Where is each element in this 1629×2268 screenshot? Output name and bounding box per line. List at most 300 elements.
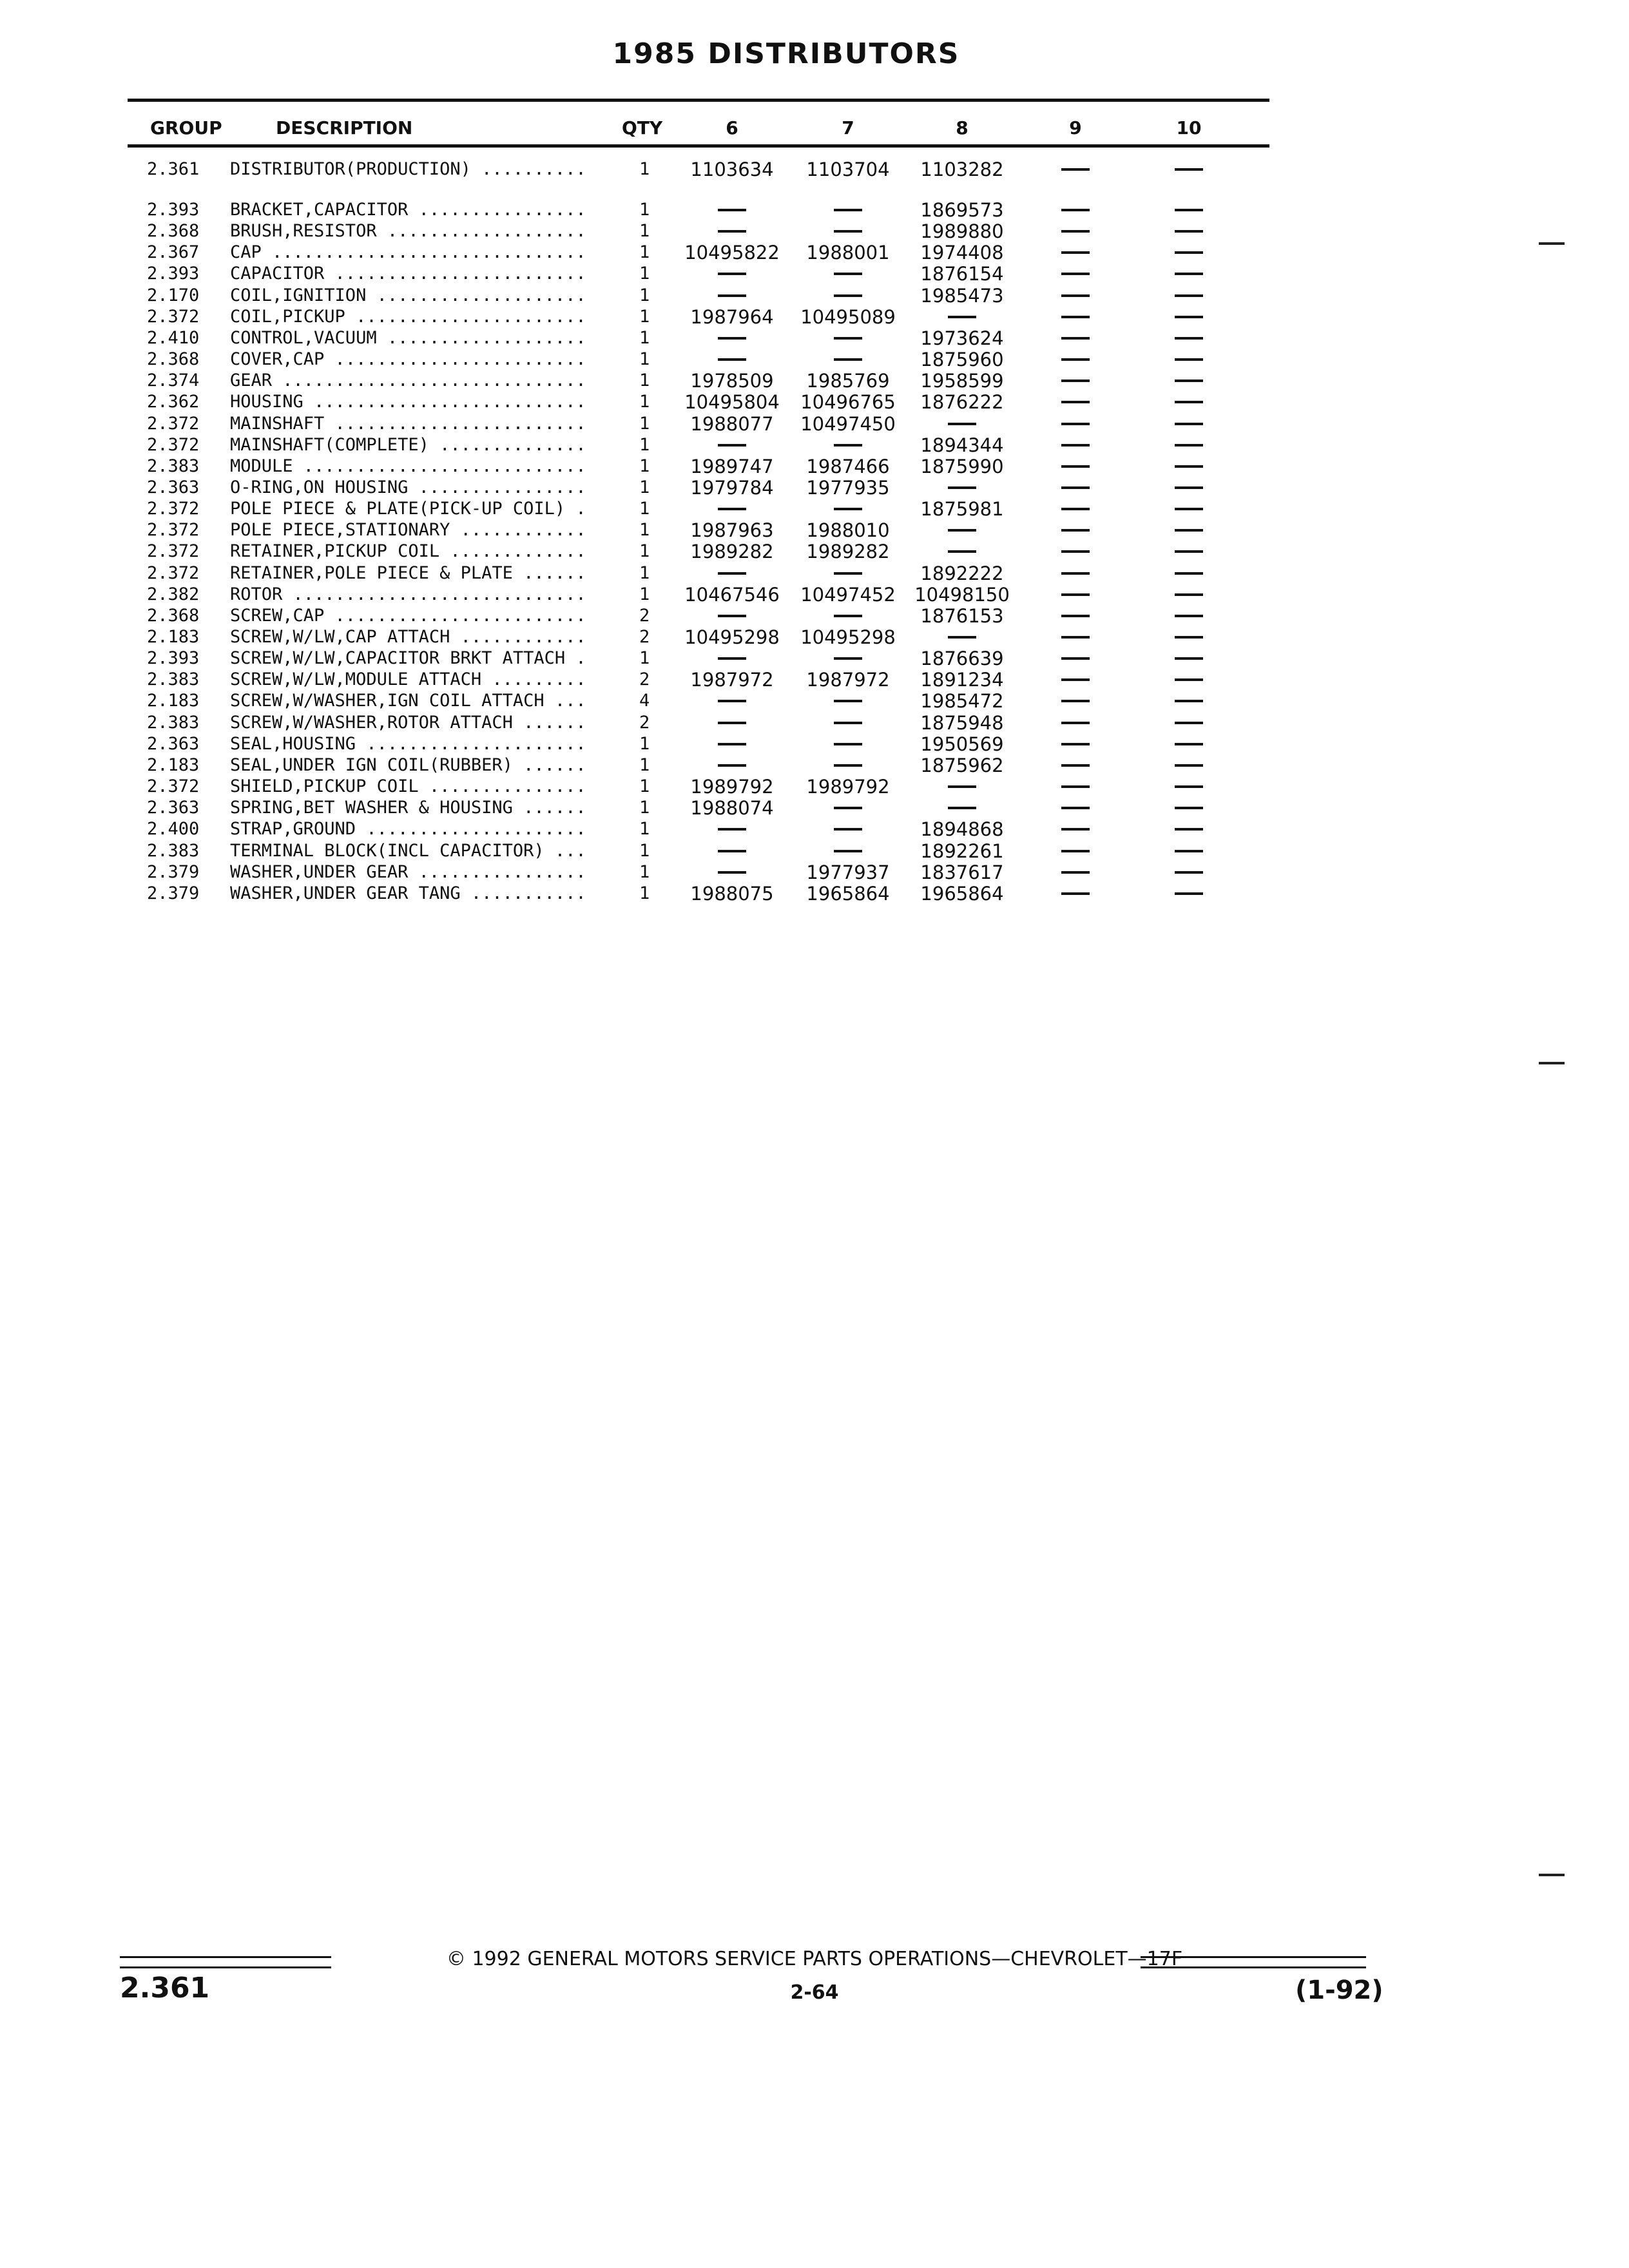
table-row xyxy=(0,541,1629,562)
part-description: HOUSING .......................... xyxy=(230,392,586,412)
not-applicable-dash xyxy=(1061,807,1090,809)
group-code: 2.393 xyxy=(147,648,200,669)
part-number: 10495804 xyxy=(684,391,780,414)
part-number: 1875960 xyxy=(920,349,1004,371)
table-row xyxy=(0,306,1629,328)
not-applicable-dash xyxy=(834,743,862,745)
part-number: 1988075 xyxy=(690,882,774,905)
group-code: 2.393 xyxy=(147,200,200,220)
group-code: 2.368 xyxy=(147,349,200,370)
part-description: SCREW,W/WASHER,IGN COIL ATTACH ... xyxy=(230,691,586,711)
quantity: 1 xyxy=(639,434,650,455)
table-row xyxy=(0,498,1629,520)
group-code: 2.383 xyxy=(147,669,200,690)
part-number: 1989792 xyxy=(806,776,890,798)
header-col-10: 10 xyxy=(1176,117,1202,139)
group-code: 2.393 xyxy=(147,264,200,284)
group-code: 2.379 xyxy=(147,883,200,903)
part-number: 1875948 xyxy=(920,711,1004,734)
part-number: 1988074 xyxy=(690,797,774,820)
not-applicable-dash xyxy=(1175,209,1203,211)
table-row xyxy=(0,519,1629,541)
part-number: 1985473 xyxy=(920,284,1004,307)
quantity: 1 xyxy=(639,285,650,305)
quantity: 1 xyxy=(639,840,650,861)
part-description: MODULE ........................... xyxy=(230,456,586,476)
part-number: 1988077 xyxy=(690,412,774,435)
not-applicable-dash xyxy=(834,807,862,809)
group-code: 2.367 xyxy=(147,242,200,263)
not-applicable-dash xyxy=(834,209,862,211)
part-number: 1892222 xyxy=(920,562,1004,584)
part-number: 1876639 xyxy=(920,648,1004,670)
part-number: 1876154 xyxy=(920,263,1004,285)
not-applicable-dash xyxy=(1175,273,1203,275)
not-applicable-dash xyxy=(834,508,862,510)
section-number: 2.361 xyxy=(120,1972,210,2004)
quantity: 1 xyxy=(639,392,650,412)
quantity: 1 xyxy=(639,349,650,370)
not-applicable-dash xyxy=(1061,743,1090,745)
part-description: SCREW,W/LW,CAPACITOR BRKT ATTACH . xyxy=(230,648,586,669)
not-applicable-dash xyxy=(948,529,976,532)
not-applicable-dash xyxy=(1061,636,1090,639)
not-applicable-dash xyxy=(718,572,746,575)
part-number: 10495298 xyxy=(800,626,896,648)
not-applicable-dash xyxy=(1061,380,1090,382)
table-row xyxy=(0,413,1629,435)
part-description: SHIELD,PICKUP COIL ............... xyxy=(230,776,586,797)
not-applicable-dash xyxy=(1061,273,1090,275)
not-applicable-dash xyxy=(1175,168,1203,171)
table-row xyxy=(0,690,1629,712)
not-applicable-dash xyxy=(1061,657,1090,660)
quantity: 1 xyxy=(639,413,650,434)
not-applicable-dash xyxy=(1175,657,1203,660)
group-code: 2.372 xyxy=(147,413,200,434)
table-row xyxy=(0,754,1629,776)
part-number: 1891234 xyxy=(920,669,1004,691)
part-description: STRAP,GROUND ..................... xyxy=(230,819,586,840)
quantity: 1 xyxy=(639,456,650,476)
part-number: 1985472 xyxy=(920,690,1004,713)
quantity: 1 xyxy=(639,648,650,669)
not-applicable-dash xyxy=(1061,423,1090,425)
part-number: 10497450 xyxy=(800,412,896,435)
not-applicable-dash xyxy=(1061,401,1090,403)
part-number: 1977935 xyxy=(806,476,890,499)
table-row xyxy=(0,584,1629,606)
not-applicable-dash xyxy=(1175,764,1203,767)
not-applicable-dash xyxy=(1175,615,1203,617)
not-applicable-dash xyxy=(1175,892,1203,895)
part-number: 1876222 xyxy=(920,391,1004,414)
group-code: 2.372 xyxy=(147,776,200,797)
part-number: 1875962 xyxy=(920,754,1004,776)
table-row xyxy=(0,391,1629,413)
not-applicable-dash xyxy=(1175,743,1203,745)
not-applicable-dash xyxy=(1175,358,1203,361)
part-description: CONTROL,VACUUM ................... xyxy=(230,327,586,348)
not-applicable-dash xyxy=(718,358,746,361)
revision-date: (1-92) xyxy=(1295,1975,1383,2005)
part-number: 1989747 xyxy=(690,455,774,477)
not-applicable-dash xyxy=(718,294,746,297)
not-applicable-dash xyxy=(1061,722,1090,724)
table-row xyxy=(0,159,1629,180)
not-applicable-dash xyxy=(948,807,976,809)
part-number: 1977937 xyxy=(806,861,890,883)
part-description: SCREW,W/WASHER,ROTOR ATTACH ...... xyxy=(230,712,586,733)
part-number: 1876153 xyxy=(920,604,1004,627)
not-applicable-dash xyxy=(834,273,862,275)
part-number: 10498150 xyxy=(914,583,1010,606)
group-code: 2.170 xyxy=(147,285,200,305)
not-applicable-dash xyxy=(1175,423,1203,425)
part-description: BRUSH,RESISTOR ................... xyxy=(230,221,586,242)
header-description: DESCRIPTION xyxy=(276,117,413,139)
not-applicable-dash xyxy=(1175,508,1203,510)
part-description: CAP .............................. xyxy=(230,242,586,263)
table-row xyxy=(0,285,1629,307)
part-number: 1958599 xyxy=(920,370,1004,392)
not-applicable-dash xyxy=(1175,700,1203,702)
not-applicable-dash xyxy=(1061,294,1090,297)
not-applicable-dash xyxy=(834,722,862,724)
table-row xyxy=(0,861,1629,883)
not-applicable-dash xyxy=(948,423,976,425)
part-number: 1989792 xyxy=(690,776,774,798)
copyright-notice: © 1992 GENERAL MOTORS SERVICE PARTS OPERATIONS—CHEVROLET—17F xyxy=(446,1948,1183,1970)
part-number: 1989880 xyxy=(920,220,1004,243)
quantity: 1 xyxy=(639,306,650,327)
part-description: WASHER,UNDER GEAR ................ xyxy=(230,861,586,882)
part-number: 1985769 xyxy=(806,370,890,392)
table-row xyxy=(0,349,1629,370)
not-applicable-dash xyxy=(834,572,862,575)
not-applicable-dash xyxy=(1175,529,1203,532)
part-number: 1103634 xyxy=(690,159,774,180)
not-applicable-dash xyxy=(1061,508,1090,510)
part-description: TERMINAL BLOCK(INCL CAPACITOR) ... xyxy=(230,840,586,861)
not-applicable-dash xyxy=(718,700,746,702)
not-applicable-dash xyxy=(1061,230,1090,233)
table-row xyxy=(0,456,1629,477)
quantity: 1 xyxy=(639,264,650,284)
quantity: 1 xyxy=(639,520,650,541)
table-row xyxy=(0,370,1629,392)
group-code: 2.383 xyxy=(147,456,200,476)
part-number: 1974408 xyxy=(920,242,1004,264)
group-code: 2.372 xyxy=(147,541,200,562)
not-applicable-dash xyxy=(1061,550,1090,553)
part-number: 10497452 xyxy=(800,583,896,606)
part-number: 1950569 xyxy=(920,733,1004,755)
quantity: 1 xyxy=(639,754,650,775)
quantity: 1 xyxy=(639,819,650,840)
not-applicable-dash xyxy=(1175,678,1203,681)
part-description: O-RING,ON HOUSING ................ xyxy=(230,477,586,497)
group-code: 2.372 xyxy=(147,434,200,455)
part-description: BRACKET,CAPACITOR ................ xyxy=(230,200,586,220)
part-number: 1837617 xyxy=(920,861,1004,883)
group-code: 2.361 xyxy=(147,159,200,179)
part-description: POLE PIECE,STATIONARY ............ xyxy=(230,520,586,541)
not-applicable-dash xyxy=(1061,615,1090,617)
group-code: 2.410 xyxy=(147,327,200,348)
part-description: DISTRIBUTOR(PRODUCTION) .......... xyxy=(230,159,586,179)
not-applicable-dash xyxy=(1175,294,1203,297)
not-applicable-dash xyxy=(1175,550,1203,553)
part-description: SEAL,HOUSING ..................... xyxy=(230,733,586,754)
group-code: 2.183 xyxy=(147,754,200,775)
not-applicable-dash xyxy=(718,764,746,767)
not-applicable-dash xyxy=(718,615,746,617)
table-row xyxy=(0,242,1629,264)
quantity: 1 xyxy=(639,798,650,818)
table-row xyxy=(0,776,1629,798)
quantity: 1 xyxy=(639,200,650,220)
quantity: 1 xyxy=(639,883,650,903)
part-description: ROTOR ............................ xyxy=(230,584,586,604)
not-applicable-dash xyxy=(1175,807,1203,809)
not-applicable-dash xyxy=(948,785,976,788)
part-description: SCREW,CAP ........................ xyxy=(230,605,586,626)
not-applicable-dash xyxy=(1175,636,1203,639)
header-col-7: 7 xyxy=(842,117,854,139)
not-applicable-dash xyxy=(1061,593,1090,596)
part-description: SCREW,W/LW,MODULE ATTACH ......... xyxy=(230,669,586,690)
table-row xyxy=(0,605,1629,627)
part-number: 1875990 xyxy=(920,455,1004,477)
not-applicable-dash xyxy=(834,657,862,660)
quantity: 1 xyxy=(639,733,650,754)
table-row xyxy=(0,199,1629,221)
part-number: 1988010 xyxy=(806,519,890,542)
not-applicable-dash xyxy=(1175,251,1203,254)
quantity: 1 xyxy=(639,370,650,391)
not-applicable-dash xyxy=(834,444,862,447)
quantity: 1 xyxy=(639,562,650,583)
not-applicable-dash xyxy=(1175,230,1203,233)
part-description: MAINSHAFT ........................ xyxy=(230,413,586,434)
quantity: 1 xyxy=(639,541,650,562)
not-applicable-dash xyxy=(948,486,976,489)
not-applicable-dash xyxy=(1061,828,1090,831)
not-applicable-dash xyxy=(834,337,862,340)
not-applicable-dash xyxy=(1061,251,1090,254)
not-applicable-dash xyxy=(1175,486,1203,489)
table-row xyxy=(0,220,1629,242)
group-code: 2.372 xyxy=(147,520,200,541)
not-applicable-dash xyxy=(948,316,976,318)
not-applicable-dash xyxy=(718,871,746,874)
not-applicable-dash xyxy=(718,337,746,340)
group-code: 2.379 xyxy=(147,861,200,882)
part-description: COIL,IGNITION .................... xyxy=(230,285,586,305)
not-applicable-dash xyxy=(1175,828,1203,831)
quantity: 1 xyxy=(639,776,650,797)
quantity: 2 xyxy=(639,605,650,626)
quantity: 1 xyxy=(639,221,650,242)
part-description: SPRING,BET WASHER & HOUSING ...... xyxy=(230,798,586,818)
not-applicable-dash xyxy=(1061,337,1090,340)
header-col-9: 9 xyxy=(1069,117,1082,139)
not-applicable-dash xyxy=(1175,401,1203,403)
part-description: MAINSHAFT(COMPLETE) .............. xyxy=(230,434,586,455)
not-applicable-dash xyxy=(1061,678,1090,681)
group-code: 2.183 xyxy=(147,627,200,647)
quantity: 1 xyxy=(639,477,650,497)
part-number: 1989282 xyxy=(690,541,774,563)
not-applicable-dash xyxy=(834,230,862,233)
part-number: 1965864 xyxy=(920,882,1004,905)
part-number: 10495089 xyxy=(800,305,896,328)
part-number: 1987963 xyxy=(690,519,774,542)
not-applicable-dash xyxy=(1061,850,1090,852)
table-row xyxy=(0,733,1629,755)
not-applicable-dash xyxy=(834,850,862,852)
part-description: COVER,CAP ........................ xyxy=(230,349,586,370)
not-applicable-dash xyxy=(1061,168,1090,171)
not-applicable-dash xyxy=(1061,209,1090,211)
part-description: SCREW,W/LW,CAP ATTACH ............ xyxy=(230,627,586,647)
group-code: 2.372 xyxy=(147,499,200,519)
table-row xyxy=(0,263,1629,285)
part-description: RETAINER,POLE PIECE & PLATE ...... xyxy=(230,562,586,583)
table-row xyxy=(0,818,1629,840)
not-applicable-dash xyxy=(718,657,746,660)
not-applicable-dash xyxy=(1175,785,1203,788)
part-number: 1988001 xyxy=(806,242,890,264)
part-number: 1987972 xyxy=(806,669,890,691)
header-col-8: 8 xyxy=(956,117,969,139)
group-code: 2.362 xyxy=(147,392,200,412)
not-applicable-dash xyxy=(1061,316,1090,318)
not-applicable-dash xyxy=(1175,316,1203,318)
part-number: 1987466 xyxy=(806,455,890,477)
part-description: WASHER,UNDER GEAR TANG ........... xyxy=(230,883,586,903)
not-applicable-dash xyxy=(1061,892,1090,895)
table-row xyxy=(0,712,1629,734)
table-row xyxy=(0,327,1629,349)
not-applicable-dash xyxy=(718,444,746,447)
not-applicable-dash xyxy=(1175,593,1203,596)
part-number: 1965864 xyxy=(806,882,890,905)
part-description: RETAINER,PICKUP COIL ............. xyxy=(230,541,586,562)
not-applicable-dash xyxy=(1175,871,1203,874)
not-applicable-dash xyxy=(718,722,746,724)
quantity: 4 xyxy=(639,691,650,711)
not-applicable-dash xyxy=(1061,785,1090,788)
quantity: 2 xyxy=(639,627,650,647)
quantity: 1 xyxy=(639,327,650,348)
part-number: 1875981 xyxy=(920,498,1004,521)
table-row xyxy=(0,840,1629,862)
group-code: 2.383 xyxy=(147,712,200,733)
not-applicable-dash xyxy=(1175,444,1203,447)
part-description: CAPACITOR ........................ xyxy=(230,264,586,284)
header-col-6: 6 xyxy=(726,117,738,139)
part-number: 1989282 xyxy=(806,541,890,563)
header-qty: QTY xyxy=(622,117,663,139)
part-description: SEAL,UNDER IGN COIL(RUBBER) ...... xyxy=(230,754,586,775)
not-applicable-dash xyxy=(834,615,862,617)
part-number: 10495298 xyxy=(684,626,780,648)
quantity: 1 xyxy=(639,584,650,604)
group-code: 2.363 xyxy=(147,798,200,818)
part-number: 1103282 xyxy=(920,159,1004,180)
group-code: 2.368 xyxy=(147,221,200,242)
not-applicable-dash xyxy=(948,550,976,553)
not-applicable-dash xyxy=(834,294,862,297)
not-applicable-dash xyxy=(718,209,746,211)
table-row xyxy=(0,669,1629,691)
part-number: 1894868 xyxy=(920,818,1004,841)
not-applicable-dash xyxy=(1061,529,1090,532)
group-code: 2.400 xyxy=(147,819,200,840)
table-row xyxy=(0,477,1629,499)
not-applicable-dash xyxy=(718,508,746,510)
quantity: 2 xyxy=(639,669,650,690)
not-applicable-dash xyxy=(948,636,976,639)
table-row xyxy=(0,797,1629,819)
not-applicable-dash xyxy=(1175,572,1203,575)
not-applicable-dash xyxy=(834,828,862,831)
part-number: 10496765 xyxy=(800,391,896,414)
edge-mark xyxy=(1539,1874,1565,1876)
quantity: 1 xyxy=(639,242,650,263)
page-number: 2-64 xyxy=(790,1981,839,2004)
group-code: 2.372 xyxy=(147,306,200,327)
table-row xyxy=(0,562,1629,584)
table-row xyxy=(0,434,1629,456)
group-code: 2.382 xyxy=(147,584,200,604)
parts-table xyxy=(0,0,1629,966)
not-applicable-dash xyxy=(1061,358,1090,361)
not-applicable-dash xyxy=(834,764,862,767)
not-applicable-dash xyxy=(1175,465,1203,468)
quantity: 1 xyxy=(639,499,650,519)
part-number: 1987964 xyxy=(690,305,774,328)
not-applicable-dash xyxy=(718,743,746,745)
part-description: COIL,PICKUP ...................... xyxy=(230,306,586,327)
not-applicable-dash xyxy=(1175,722,1203,724)
part-description: GEAR ............................. xyxy=(230,370,586,391)
group-code: 2.383 xyxy=(147,840,200,861)
not-applicable-dash xyxy=(1061,871,1090,874)
part-number: 1103704 xyxy=(806,159,890,180)
group-code: 2.368 xyxy=(147,605,200,626)
quantity: 1 xyxy=(639,861,650,882)
edge-mark xyxy=(1539,242,1565,245)
not-applicable-dash xyxy=(1061,465,1090,468)
not-applicable-dash xyxy=(1175,380,1203,382)
table-row xyxy=(0,883,1629,905)
part-number: 1892261 xyxy=(920,840,1004,862)
not-applicable-dash xyxy=(718,273,746,275)
part-number: 1978509 xyxy=(690,370,774,392)
part-number: 10495822 xyxy=(684,242,780,264)
quantity: 1 xyxy=(639,159,650,179)
not-applicable-dash xyxy=(1175,850,1203,852)
group-code: 2.374 xyxy=(147,370,200,391)
not-applicable-dash xyxy=(1061,486,1090,489)
not-applicable-dash xyxy=(1061,444,1090,447)
part-number: 1987972 xyxy=(690,669,774,691)
edge-mark xyxy=(1539,1062,1565,1064)
not-applicable-dash xyxy=(834,700,862,702)
